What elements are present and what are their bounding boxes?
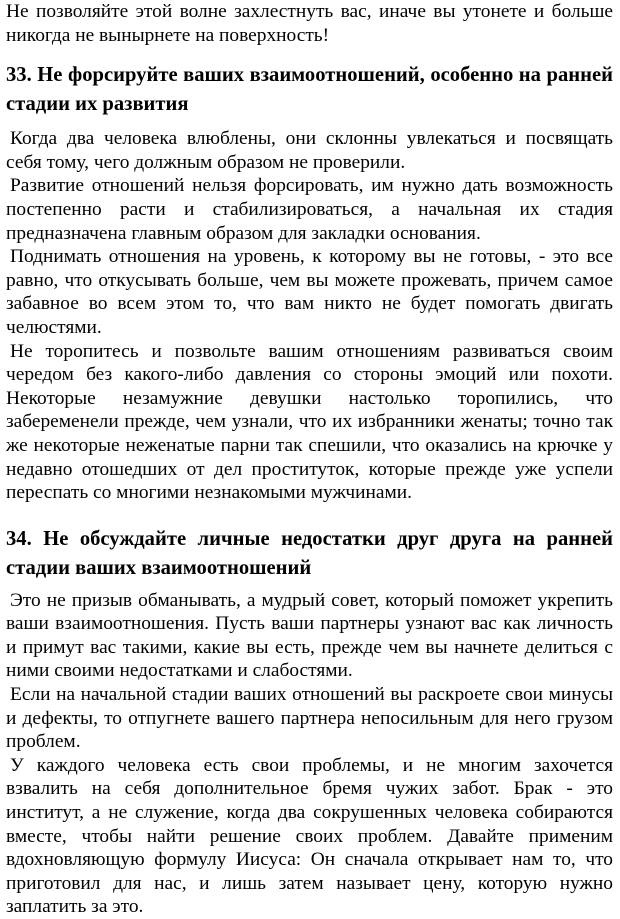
section-33-paragraph-1: Когда два человека влюблены, они склонны увлекаться и посвящать себя тому, чего должным образом не проверили. [6,128,613,173]
section-34-paragraph-1: Это не призыв обманывать, а мудрый совет, который поможет укрепить ваши взаимоотношения. Пусть ваши партнеры узнают вас как личность и примут вас такими, какие вы есть, прежде чем вы начнете делиться с ними своими недостатками и слабостями. [6,589,613,682]
section-33-paragraph-4: Не торопитесь и позвольте вашим отношениям развиваться своим чередом без какого-либо давления со стороны эмоций или похоти. Некоторые незамужние девушки настолько торопились, что забеременели прежде, чем узнали, что их избранники женаты; точно так же некоторые неженатые парни так спешили, что оказались на крючке у недавно отошедших от дел проституток, которые прежде уже успели переспать со многими незнакомыми мужчинами. [6,340,613,504]
section-33-paragraph-3: Поднимать отношения на уровень, к которому вы не готовы, - это все равно, что откусывать больше, чем вы можете прожевать, причем самое забавное во всем этом то, что вам никто не будет помогать двигать челюстями. [6,246,613,338]
section-33-heading: 33. Не форсируйте ваших взаимоотношений, особенно на ранней стадии их развития [6,64,613,116]
section-34-paragraph-3: У каждого человека есть свои проблемы, и не многим захочется взвалить на себя дополнительное бремя чужих забот. Брак - это институт, а не служение, когда два сокрушенных человека собираются вместе, чтобы найти решение своих проблем. Давайте применим вдохновляющую формулу Иисуса: Он сначала открывает нам то, что приготовил для нас, и лишь затем называет цену, которую нужно заплатить за это. [6,754,613,918]
section-33-paragraph-2: Развитие отношений нельзя форсировать, им нужно дать возможность постепенно расти и стабилизироваться, а начальная их стадия предназначена главным образом для закладки основания. [6,175,613,244]
book-page [6,0,613,919]
intro-paragraph: Не позволяйте этой волне захлестнуть вас, иначе вы утонете и больше никогда не вынырнете на поверхность! [6,1,613,46]
section-34-heading: 34. Не обсуждайте личные недостатки друг друга на ранней стадии ваших взаимоотношений [6,527,613,579]
section-34-paragraph-2: Если на начальной стадии ваших отношений вы раскроете свои минусы и дефекты, то отпугнете вашего партнера непосильным для него грузом проблем. [6,684,613,753]
